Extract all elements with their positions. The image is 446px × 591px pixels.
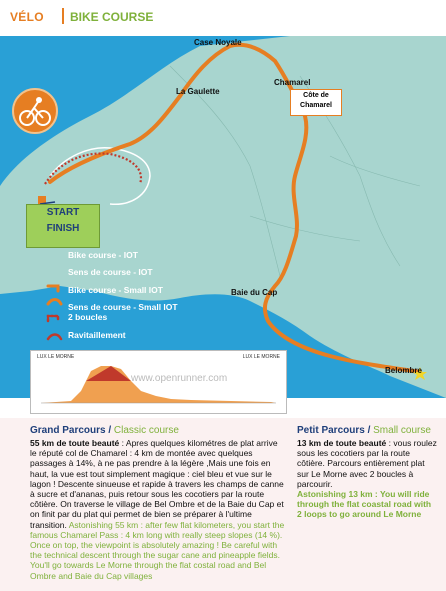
- grand-title-en: Classic course: [113, 425, 179, 436]
- place-chamarel: Chamarel: [274, 78, 311, 87]
- place-baie-du-cap: Baie du Cap: [231, 288, 278, 297]
- header-divider: [62, 8, 64, 24]
- legend-item: Sens de course - IOT: [68, 267, 153, 277]
- start-finish-sign: [26, 204, 100, 248]
- section-title: VÉLO: [10, 10, 44, 24]
- petit-parcours-title: [297, 425, 431, 436]
- petit-fr: : vous roulez sous les cocotiers par la route côtière. Parcours entièrement plat sur Le Morne avec 2 boucles à parcourir.: [297, 438, 437, 489]
- legend-item: 2 boucles: [68, 312, 108, 322]
- place-belombre: Belombre: [385, 366, 422, 375]
- legend-item: Bike course - IOT: [68, 250, 138, 260]
- elevation-profile: [30, 350, 287, 414]
- section-subtitle: BIKE COURSE: [70, 10, 154, 24]
- cote-chamarel-box: [290, 89, 342, 116]
- petit-bold: 13 km de toute beauté: [297, 438, 387, 448]
- course-map: [0, 36, 446, 398]
- legend-item: Bike course - Small IOT: [68, 285, 163, 295]
- profile-end-label: LUX LE MORNE: [242, 354, 280, 360]
- petit-title-fr: Petit Parcours /: [297, 425, 374, 436]
- place-la-gaulette: La Gaulette: [176, 87, 220, 96]
- legend-item: Ravitaillement: [68, 330, 126, 340]
- petit-parcours-text: [297, 438, 437, 520]
- profile-start-label: LUX LE MORNE: [37, 354, 75, 360]
- legend-item: Sens de course - Small IOT: [68, 302, 178, 312]
- grand-bold: 55 km de toute beauté: [30, 438, 120, 448]
- grand-title-fr: Grand Parcours /: [30, 425, 114, 436]
- cote-line-1: Côte de: [303, 92, 329, 99]
- grand-parcours-title: [30, 425, 179, 436]
- start-label: START: [46, 207, 80, 218]
- grand-parcours-text: [30, 438, 286, 581]
- elevation-area: [41, 366, 276, 403]
- bike-icon: [12, 88, 58, 134]
- finish-label: FINISH: [46, 223, 80, 234]
- grand-en: Astonishing 55 km : after few flat kilometers, you start the famous Chamarel Pass : 4 km long with really steep slopes (14 %). Once on top, the viewpoint is absolutely amazing ! Be careful with the technical descent through the sugar cane and pineapple fields. You'll go towards Le Morne through the flat costal road and Bel Ombre and Baie du Cap villages: [30, 519, 285, 581]
- grand-fr: : Apres quelques kilométres de plat arrive le réputé col de Chamarel : 4 km de montée avec quelques passages à 14%, à ne pas prendre à la légère ,Mais une fois en haut, la vue est tout simplement magique : ciel bleu et vue sur le lagon ! Descente sinueuse et rapide à travers les champs de canne à sucre et d'ananas, puis retour sous les cocotiers par la route côtière. On traverse le village de Bel Ombre et de la Baie du Cap et on finit par du plat qui permet de bien se préparer à l'ultime transition.: [30, 438, 284, 530]
- petit-en: Astonishing 13 km : You will ride through the flat coastal road with 2 loops to go around Le Morne: [297, 489, 432, 520]
- petit-title-en: Small course: [373, 425, 431, 436]
- text-section: [0, 418, 446, 591]
- place-case-noyale: Case Noyale: [194, 38, 242, 47]
- watermark: www.openrunner.com: [131, 373, 228, 384]
- cote-line-2: Chamarel: [300, 102, 332, 109]
- page-header: [0, 0, 446, 36]
